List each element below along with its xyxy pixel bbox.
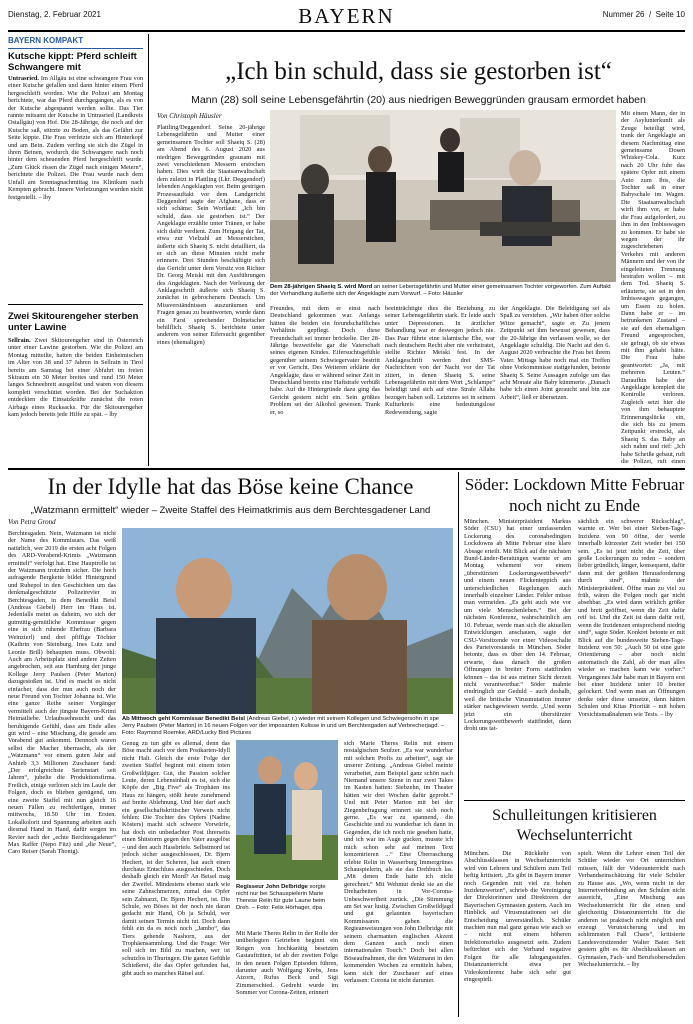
top-story-headline: „Ich bin schuld, dass sie gestorben ist“: [225, 58, 612, 85]
header-rule: [8, 30, 685, 32]
issue-number: Nummer 26: [602, 10, 645, 19]
idylle-caption2-bold: Regisseur John Delbridge: [236, 884, 308, 890]
top-story-col5: Mit einem Mann, der in der Asylunterkunft als Zeuge beteiligt wird, trank der Angeklagte an diesem Nachmittag eine gemeinsame Dosen Whiskey-Cola. Kurz nach 20 Uhr fuhr das spätere Opfer mit einem Auto zum Ibis, die Tochter saß in einer Babyschale im Wagen. Die Staatsanwaltschaft wirft ihm vor, er habe die Frau aufgefordert, zu ihm in den Imbisswagen zu kommen. Er habe sie wegen der ihr zugeschriebenen Verkehrs mit anderen Männern und der von ihr eingeleiteten Trennung bestrafen wollen – mit dem Tod. Shaeiq S. erläuterte, sie sei in den Imbisswagen gegangen, um Essen zu holen. Dann habe er – im betrunkenen Zustand – sie auf den ehemaligen Freund angesprochen, sie gefragt, ob sie etwas mit ihm gehabt hätte. Die Frau habe geantwortet: „Ja, mit mehreren Leuten.“ Daraufhin habe der Angeklagte komplett die Kontrolle verloren. Zugleich setzt hier die von ihm behauptete Erinnerungslücke ein, die sich bis zu jenem Zeitpunkt erstreckt, als Shaeiq S. das Baby an sich nahm und rief: „Ich habe Scheiße gebaut, ruft die Polizei, ruft einen: [621, 110, 685, 466]
top-story-caption-rest: an seiner Lebensgefährtin und Mutter einer gemeinsamen Tochter vorgeworfen. Zum Auftakt der Verhandlung äußerte sich der Angeklagte zum Vorwurf. – Foto: Häusler: [270, 284, 611, 297]
kompakt-item2-headline: Zwei Skitourengeher sterben unter Lawine: [8, 311, 139, 333]
director-photo: [236, 740, 338, 880]
idylle-caption1-rest: (Andreas Giebel, r.) wieder mit seinem Kollegen und Schwiegersohn in spe Jerry Paulsen (Peter Marton) in 16 neuen Folgen vor der imposanten Kulisse in und um Berchtesgaden auf Verbrecherjagd.: [122, 716, 440, 729]
top-story-subheadline: Mann (28) soll seine Lebensgefährtin (20) aus niedrigen Beweggründen grausam ermordet haben: [191, 94, 646, 106]
soeder-headline: Söder: Lockdown Mitte Februar noch nicht zu Ende: [464, 475, 685, 515]
kompakt-item1-headline: Kutsche kippt: Pferd schleift Schwangere mit: [8, 51, 137, 73]
kompakt-label: BAYERN KOMPAKT: [8, 36, 84, 45]
top-story-col4: der Angeklagte. Die Beleidigung sei als Spaß zu verstehen. „Wir haben öfter solche Witze gemacht“, sagte er. Zu jenem Zeitpunkt sei ihm bewusst gewesen, dass die 20-Jährige ihn verlassen wolle, so der Angeklagte schuldig. Die Nacht auf den 6. August 2020 verbrachte die Frau bei ihrem Vater. Mittags habe noch mal ein Treffen ohne Vorkommnisse stattgefunden, betonte Shaeiq S. Seine Aussagen zufolge um das acht Monate alte Baby kümmerte. „Danach habe ich einen Joint geraucht und bin zur Arbeit“, ließ er übersetzen.: [500, 305, 610, 401]
courtroom-photo-image: [270, 110, 616, 282]
top-story-col1: Plattling/Deggendorf. Seine 20-jährige Lebensgefährtin und Mutter einer gemeinsamen Tochter soll Shaeiq S. (28) am Abend des 6. August 2020 aus niedrigen Beweggründen grausam mit zwei verschiedenen Messern erstochen haben. Dies wirft die Staatsanwaltschaft dem zuletzt in Plattling (Lkr. Deggendorf) lebenden Angeklagten vor. Beim gestrigen Prozessauftakt vor dem Landgericht Deggendorf sagte der Afghane, dass er sich schäme: Sein Wortlaut: „Ich bin schuld, dass sie gestorben ist.“ Der Angeklagte erzählte unter Tränen, er habe sich dafür verdient. Zum Hergang der Tat, etwa zur Vielzahl an Messerstichen, äußerte sich Shaeiq S. nicht detailliert, da er sich an diese Minuten nicht mehr erinnere. Drei Stunden beschäftigte sich das Gericht unter dem Vorsitz von Richter Dr. Georg Meiski mit den Ausführungen des Angeklagten. Nach der Verlesung der Anklageschrift äußerte sich Shaeiq S. zunächst in gebrochenem Deutsch. Um Missverständnissen auszuräumen und Fragen genau zu beantworten, wurde dann ein Farsi sprechender Dolmetscher behilflich. Shaeiq S. berichtete unter anderem von seiner Eifersucht gegenüber eines (ehemaligen): [157, 124, 265, 346]
soeder-author: – lby: [660, 710, 674, 718]
idylle-caption1-credit: – Foto: Raymond Roemke, ARD/Lucky Bird Pictures: [122, 723, 444, 736]
soeder-bottom-rule: [464, 800, 685, 801]
schule-col1: München. Die Rückkehr von Abschlussklassen in Wechselunterricht wird von Lehrern und Schülern zum Teil heftig kritisiert. „Es gibt in Bayern immer noch Gegenden mit viel zu hohen Inzidenzwerten“, schrieb die Vereinigung der Direktorinnen und Direktoren der Bayerischen Gymnasien gestern. Auch im Hinblick auf Virusmutationen sei die Entscheidung unverständlich. Schüler machten nun mal ganz genau wie auch so – nicht mit einem höheren Infektionsrisiko ausgesetzt sein. Zudem befürchtet sich der Verband negative Folgen für alle Jahrgangsstufen. Distanzunterricht etwa per Videokonferenz habe sich sehr gut eingespielt.: [464, 850, 571, 983]
issue-date: Dienstag, 2. Februar 2021: [8, 10, 101, 19]
idylle-subheadline: „Watzmann ermittelt“ wieder – Zweite Staffel des Heimatkrimis aus dem Berchtesgadener Land: [30, 505, 431, 516]
schule-author: – lby: [626, 961, 640, 969]
kompakt-vertical-rule: [148, 34, 149, 466]
idylle-col3: Mit Marie Theres Relin in der Rolle der unüberlegten Getrieben beginnt ein Reigen von hochkarätig besetzten Gastauftritten, ist ab der zweiten Folge in den neuen Folgen Episoden führen, darunter auch Wolfgang Krebs, Jens Atzorn, Rufus Beck und Sigi Zimmerschied. Gedreht wurde im Sommer vor Corona-Zeiten, erinnert: [236, 930, 338, 997]
idylle-caption1-bold: Ab Mittwoch geht Kommissar Benedikt Beisl: [122, 716, 246, 722]
soeder-col2-text: sächlich ein schwerer Rückschlag“, warnte er. Wer bei einer Sieben-Tage-Inzidenz von 90 öffne, der werde innerhalb kürzester Zeit wieder bei 150 sein. „Es ist jetzt nicht die Zeit, über große Lockerungen zu reden – sondern lieber gründlich, länger, konsequent, dafür dann mit der größten Herausforderung durch sind“, mahnte der Ministerpräsident. Öffne man zu viel zu früh, wären die Folgen noch gar nicht absehbar. „Es wird dann wirklich größer und breit geöffnet, wenn die Zeit dafür reif ist. Und die Zeit ist dann dafür reif, wenn die Inzidenzen entsprechend niedrig sind“, sagte Söder. Konkret betonte er mit Blick auf die bundesweite Sieben-Tage-Inzidenz von 50: „Auch 50 ist eine gute Orientierung – aber noch nicht automatisch die Zahl, ab der man alles wieder so machen kann wie vorher.“ Vergangenes Jahr habe man in Bayern erst bei einer Inzidenz unter 10 breiter gelockert. Und wenn man an Öffnungen denke oder diese umsetze, dann hätten Schulen und Kitas Priorität – mit hohen Vorsichtsmaßnahmen wie Tests.: [578, 518, 685, 718]
idylle-caption2-rest: sorgte nicht nur bei Schauspielerin Marie Therese Relin für gute Laune beim Dreh.: [236, 884, 326, 911]
section-title: BAYERN: [298, 4, 395, 28]
schule-headline: Schulleitungen kritisieren Wechselunterricht: [492, 807, 657, 844]
kompakt-item1-author: – lby: [38, 193, 52, 201]
top-story-caption-bold: Dem 28-jährigen Shaeiq S. wird Mord: [270, 284, 373, 290]
kompakt-item1-body: [8, 75, 143, 335]
soeder-col2: [578, 518, 685, 796]
top-story-bottom-rule: [8, 468, 685, 470]
kompakt-item2-author: – lby: [104, 411, 118, 419]
kompakt-item2-place: Sellrain.: [8, 337, 31, 344]
kompakt-item2-text: Zwei Skitourengeher sind in Österreich unter einer Lawine gestorben. Wie die Polizei am Montag mitteilte, hatten die beiden Einheimischen im Alter von 38 und 37 Jahren in Sellrain in Tirol bereits am Samstag bei einer Abfahrt im freien Skiraum ein 30 Meter breites und rund 150 Meter langes Schneebrett ausgelöst und waren von diesem komplett verschüttet worden. Bei der Suchaktion entdeckten die Einsatzkräfte zunächst die roten Airbags eines Rucksacks. Für die Skitourengeher kam jedoch bereits jede Hilfe zu spät.: [8, 337, 143, 419]
idylle-col4: sich Marie Theres Relin mit einem nostalgischen Seufzer. „Es war wunderbar mit solchen Profis zu arbeiten“, sagt sie unserer Zeitung. „Andreas Giebel meinte verarbeitet, zum Beispiel ganz schön nach Niemand unsere Szene in nur zwei Takes im Kasten hatten: Siebzehn, im Theater hätten wir drei Wochen dafür geprobt.“ Und mit Peter Marton mit bei der Ziegenbefragung erinnert sie sich noch gerne. „Es war zu spannend, die Geschichte und zu wunderbar ich dann in Gegenden, die ich noch nie gesehen hatte, und ich war im Auge gucken, musste ich mich schon sehr auf meinen Text konzentrieren ...“ Eine Überraschung erlebte Relin in Wasserburg Immergrünes Schauspielerin, als sie das Drehbuch las. „Mit denen Ende hatte ich nicht gerechnet.“ Mit Wehmut denkt sie an die Dreharbeiten in Vor-Corona-Unbeschwertheit zurück. „Die Stimmung am Set war lustig. Zwischen Großwildjagd und gut gelaunten bayerischen Kommissaren gaben die Regieanweisungen von John Delbridge mit seinem charmanten englischen Akzent dem Ganzen auch noch einen internationalen Touch.“ Doch bei allen Böseaufnahmen, die den Watzmann in den kommenden Wochen zu ermitteln haben, kann sich der Zuschauer auf eines verlassen: Corona ist nicht darunter.: [344, 740, 453, 984]
idylle-vertical-rule: [458, 472, 459, 1017]
courtroom-photo: [270, 110, 616, 282]
idylle-caption2-credit: – Foto: Felix Hörhager, dpa: [251, 905, 323, 911]
issue-page: Nummer 26 / Seite 10: [602, 10, 685, 19]
kompakt-item1-text: Im Allgäu ist eine schwangere Frau von einer Kutsche gefallen und dann hinter einem Pferd hergeschleift worden. Wie die Polizei am Montag berichtete, war das Pferd durchgegangen, als es von der Kutsche abgespannt werden sollte. Das Tier rannte mitsamt der Kutsche in Untrasried (Landkreis Ostallgäu) von Hof. Die 28-Jährige, die noch auf der Kutsche saß, stürzte zu Boden, als das Gefährt zur Seite kippte. Die Frau verfetzte sich am Hinterkopf und am Bein. Zudem verfing sie sich die Zügel in ihren Beinen, wodurch die Schwangere nach noch hinter dem scheuenden Pferd hergeschleift wurde. „Zum Glück rissen die Zügel nach einigen Metern“, berichtete die Polizei. Die Frau wurde nach dem Unfall am Sonntagnachmittag ins Klinikum nach Kempten gebracht. Innere Verletzungen wurden nicht festgestellt.: [8, 75, 143, 201]
idylle-caption1: [122, 716, 453, 737]
watzmann-photo: [122, 528, 453, 714]
idylle-caption2: [236, 884, 338, 912]
top-story-col2: Freundes, mit dem er einst nach Deutschland gekommen war. Anfangs hätten die beiden ein freundschaftliches Verhältnis gepflegt. Doch diese Freundschaft sei immer bröckelte. Der 28-Jährige bezweifelte gar die Vaterschaft seines eigenen Kindes. Eifersuchtsgefühle gegenüber seinem Schwiegervater bestritt er vor Gericht. Des Weiteren erklärte der Angeklagte, dass er während seiner Zeit in Deutschland bereits eine Haftstrafe verbüßt habe. Auf die Hintergründe dazu ging das Gericht gestern nicht ein. Sein größtes Problem sei der Alkohol gewesen. Trank er, so: [270, 305, 380, 416]
idylle-byline: Von Petra Grond: [8, 518, 56, 526]
kompakt-rule: [8, 48, 143, 49]
kompakt-item2-body: [8, 337, 143, 467]
top-story-caption: [270, 284, 616, 298]
soeder-col1: München. Ministerpräsident Markus Söder (CSU) hat einer umfassenden Lockerung des coronabedingten Lockdowns ab Mitte Februar eine klare Absage erteilt. Mit Blick auf die nächsten Bund-Länder-Beratungen warnte er am Montag vehement vor einem „überstürzten Lockerungswettbewerb“ und einem neuen Flickenteppich aus unterschiedlichen Regelungen auch innerhalb einzelner Länder. Fehler müsse man vermeiden. „Es geht auch wie vor um viele Menschenleben.“ Bei der nächsten Konferenz, wahrscheinlich am 10. Februar, werde man sich die aktuellen Entwicklungen anschauen, sagte der CSU-Vorsitzende vor einer Videoschalte des Parteivorstands in München. Söder betonte, dass es über den 14. Februar, erwarte, dass danach die großen Öffnungen in breiter Form stattfinden können – das ist aus meiner Sicht derzeit nicht verantwortbar.“ Söder mahnte eindringlich zur Geduld – auch deshalb, weil die britische Virusmutation immer stärker nachgewiesen werde. „Und wenn jetzt ein überstürzter Lockerungswettbewerb stattfindet, dann droht uns tat-: [464, 518, 571, 733]
director-photo-image: [236, 740, 338, 880]
top-story-byline: Von Christoph Häusler: [157, 112, 222, 120]
kompakt-item1-place: Untrasried.: [8, 75, 39, 82]
idylle-headline: In der Idylle hat das Böse keine Chance: [47, 474, 414, 499]
kompakt-divider: [8, 304, 143, 305]
top-story-col3: beeinträchtigte dies die Beziehung zu seiner Lebensgefährtin stark. Er leide auch unter Depressionen. In ärztlicher Behandlung war er deswegen jedoch nie. Das Paar führte eine islamische Ehe, war nach deutschem Recht aber nie verheiratet, stellte Richter Meiski fest. In der Anklageschrift werden drei SMS-Nachrichten von der Nacht vor der Tat zitiert, in denen Shaeiq S. seine Lebensgefährtin mit dem Wort „Schlampe“ beleidigt und sich auf eine Strafe Allahs bezogen haben soll. Letzteres sei in seinem Kulturkreis eine bedeutungslose Redewendung, sagte: [385, 305, 495, 416]
page-number: Seite 10: [655, 10, 685, 19]
schule-col2: [578, 850, 685, 1016]
schule-col2-text: spielt. Wenn die Lehrer einen Teil der Schüler wieder vor Ort unterrichten müssen, fällt der Videounterricht nach Verbandseinschätzung für viele Schüler zu Hause aus. „Wo, wenn nicht in der Internetverbindung an den Schulen nicht ausreicht, „Eine Mischung aus Wechselunterricht für die einen und gleichzeitig Distanzunterricht für die anderen ist praktisch nicht möglich und erzeugt Verunsicherung und im schlimmsten Fall Chaos“, kritisierte Landesvorsitzender Walter Baier. Seit gestern gibt es für Abschlussklassen an Gymnasien, Fach- und Berufsoberschulen Wechselunterricht.: [578, 850, 685, 969]
watzmann-photo-image: [122, 528, 453, 714]
idylle-col1: Berchtesgaden. Nein, Watzmann ist nicht der Name des Kommissars. Das weiß natürlich, wer 2019 die ersten acht Folgen des ARD-Vorabend-Krimis „Watzmann ermittelt“ verfolgt hat. Eine Hauptrolle ist der Watzmann trotzdem sicher. Die hoch aufragende Bergkette bildet Hintergrund und Ruhepol in den Geschichten um das denkmalgeschützte Polizeirevier in Berchtesgaden, in dem Benedikt Beisl (Andreas Giebel) Herr im Haus ist. Jedenfalls meint as daheim, wo sich der gutmütig-gemütliche Kommissar gegen eine in sich ruhende Ehefrau (Barbara Weinzierl) und drei pfiffige Töchter (Kathrin von Steinburg, Ines Lutz und Leonie Brill) behaupten muss. Obwohl: Auch am Arbeitsplatz sind andere Zeiten angebrochen, seit aus Hamburg der junge Kollege Jerry Paulsen (Peter Marton) dazugestoßen ist. Und es macht es nicht einfacher, dass der nun auch noch der neue Freund von Tochter Johanna ist. Wie eine ganze Reihe seiner Vorgänger vermittelt auch der jüngste Bayern-Krimi Heimatliebe. Urlaubssehnsucht und das beruhigende Gefühl, dass am Ende alles gut wird – eine Mischung, die gerade am Vorabend gut ankommt. Dennoch waren selbst die Macher überrascht, als der „Watzmann“ vor einem guten Jahr auf Anhieb 3,3 Millionen Zuschauer fand: „Der erfolgreichste Serienstart seit Jahren“, jubelte die Produktionsfirma. Freilich, einige verloren sich im Laufe der Folgen, doch es blieben genügend, um eine zweite Staffel mit nun gleich 16 neuen Fällen zu rechtfertigen, immer mittwochs, 18.50 Uhr im Ersten. Lokalkolorit und Spannung arbeiten auch diesmal Hand in Hand, dafür sorgen im Revier nach der „echte Berchtesgadener“ Max Raffer (Nepo Fitz) und „die Neue“, Caro Reiser (Sarah Thonig).: [8, 530, 116, 856]
idylle-col2: Genug zu tun gibt es allemal, denn das Böse macht auch vor dem Postkarten-Idyll nicht Halt. Gleich die erste Folge der zweiten Staffel beginnt mit einem toten Großwildjäger. Gut, die Passion solcher Leute, deren Lebensinhalt es ist, sich die Köpfe der „Big Five“ als Trophäen ins Haus zu hängen, stößt heute zunehmend auf breite Ablehnung. Und hier darf auch ein gesellschaftskritischer Verweis nicht fehlen: Die Tochter des Opfers (Nadine Kösters) macht sich schwere Vorwürfe, hat doch ein unbedachter Post ihrerseits einen Shitstorm gegen den Vater ausgelöst – und den auch Hassbriefe. Selbstmord ist jedoch sicher ausgeschlossen, Dr. Bjern Hechert, ist der Scheren, hat auch einen durchaus Entschluss ausgeschieden. Doch deshalb gleich ein Mord? An Beisel mag der Zweifel. Mindestens ebenso stark wie seine Zahnschmerzen, zumal das Opfer sein Zahnarzt, Dr. Bjern Hechert, ist. Die Schule, wo Böses ist der noch nie daran gedacht mir Hand, Ob ja Schuld, wer damit seinen Termin nicht tut. Doch dann fehlt ein da es noch noch „Jambo“, das Tiers gehende Nashorn, aus der Trophäensammlung. Und die Frage: Wer soll sich im Bild zu machen, wer ist schutzlos in Thuringen. Die ganze Gefühle Schießerei, die das Opfer gefunden hat, gibt auch so manches Rätsel auf.: [122, 740, 230, 977]
